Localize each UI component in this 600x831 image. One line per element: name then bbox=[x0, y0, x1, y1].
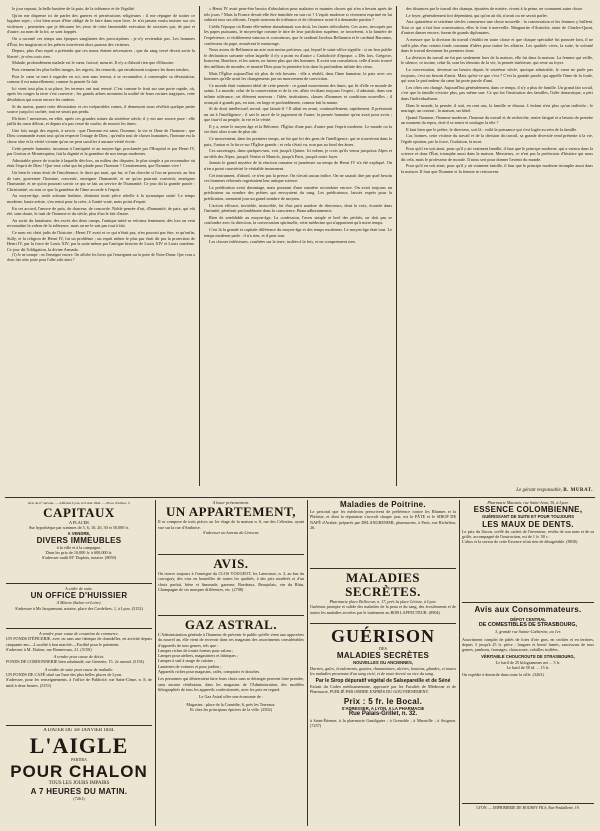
ad-title: POUR CHALON bbox=[10, 762, 148, 782]
ad-text: Assortiment complet de pâtés de foies d'oie gras, en croûtes et en terrines, depuis 3 jusqu'à 25 fr. pièce ; langues et boeuf fumés, saucissons de tous genres, jambons, fromages, choucroute, volailles truffées. bbox=[462, 636, 594, 653]
ad-divider bbox=[158, 554, 304, 555]
ad-text: (7261) bbox=[73, 796, 85, 802]
article-paragraph: Crédit l'époque où Rome elle-même abandonnait son droit, les fautes ridiculisées. Ces actes, invoqués par les papes puissants, le moyen-âge comme le titre de leur juridiction suprême, se trouvèrent, à la lumière de l'expérience, si visiblement vaincus et convaincus, que le cardinal Jacobus Bellarmin et le cardinal Baronius, confesseur du pape, avouèrent le mensonge. bbox=[204, 23, 392, 46]
ad-divider bbox=[6, 628, 152, 629]
ad-text: Le baril de 25 kilogrammes net ... 5 fr. bbox=[495, 659, 561, 665]
article-column-2 bbox=[204, 6, 392, 486]
article-paragraph: Quand l'homme, l'homme moderne, l'homme du travail et de recherche, rentre fatigué et a besoin de prendre un moment du repos, doit-il se sentir et soulager la tête ? bbox=[401, 114, 593, 126]
footnote: (1) Je ne trompe : on l'enseigne encore. On affiche les livres qui l'enseignent sur la porte de Notre-Dame. Que vous a donc fait cette porte pour l'aller salir ainsi ? bbox=[7, 253, 195, 263]
column-divider bbox=[199, 6, 200, 486]
ad-text: Les personnes qui désireraient faire leurs choix sans se déranger peuvent faire prendre, sans aucune rétribution, dans les magasins de l'Administration, des modèles lithographiés de tous les appareils confectionnés, avec les prix en regard. bbox=[158, 676, 304, 692]
ad-text: à la ville et à la campagne. bbox=[56, 544, 102, 550]
ad-text: Et chez les principaux épiciers de la ville. (2502) bbox=[190, 706, 272, 712]
ad-text: S'adresser à Mr Jacquemont, notaire, place des Cordeliers, 1, à Lyon. (5152) bbox=[15, 605, 143, 611]
article-paragraph: C'est là la grande et capitale différence du moyen-âge et des temps modernes. Le moyen-âge était tout. Le temps moderne parle : il n'a rien, et il peut tout. bbox=[204, 226, 392, 238]
ad-text: Sur hypothèque par sommes de 5, 6, 10, 20, 30 et 50,000 fr. bbox=[28, 525, 130, 531]
ad-text: Le Gaz Astral offre une économie de : bbox=[199, 694, 263, 700]
article-column-1 bbox=[7, 6, 195, 486]
ad-text: S'adresser, pour les renseignements, à l'office de Publicité, rue Saint-Côme, n. 8, de midi à deux heures. (5153) bbox=[6, 677, 152, 688]
article-paragraph: En cet accord, l'œuvre de paix, de douceur, de concorde. Noble pensée d'art, d'humanité, de paix, qui eût été, sans doute, le trait de l'homme et du siècle, plus d'un le fait d'autre. bbox=[7, 205, 195, 217]
ad-text: Appareils riches pour magasins, cafés, comptoirs et douches. bbox=[158, 669, 261, 675]
ad-text: Lampes à suif à usage de cuisine ; bbox=[158, 658, 216, 664]
ad-text: Le pectoral que les médecins prescrivent de préférence contre les Rhumes et la Phthisie, et dont la réputation s'accroît chaque jour, est la PÂTE et le SIROP DE NAFÉ d'Arabie, préparés par DELANGRENIER, pharmacien, à Paris, rue Richelieu, 26. bbox=[310, 509, 456, 530]
article-paragraph: des distances par le travail des champs, épuisées de misère, vivent à la peine, ne connurent autre chose. bbox=[406, 6, 584, 11]
article-paragraph: Nous avons de Bellarmin un acte non moins précieux, qui, lequel le saint-office signifie : si on leur publie le déclaration suivante selon laquelle il n'y a point eu d'autre « Catholicité d'époque. » Dès lors, Grégoire, Innocent, Boniface, et les autres, ne furent plus que des hommes. Il avait son consolation, celle d'avoir trouvé des millions de mondes, et montré Dieu pour la première fois dans la profondeur infinie des cieux. bbox=[204, 47, 392, 69]
article-paragraph: Il y a, entre le moyen âge et la Réforme, l'Église d'une part, d'autre part l'esprit moderne. Le monde ou la vie était alors toute de plus sûr. bbox=[204, 123, 392, 135]
ad-maladies-poitrine bbox=[310, 500, 456, 566]
ad-text: S'adresser au bureau du Censeur. bbox=[202, 529, 260, 535]
ad-divider bbox=[462, 803, 594, 804]
ad-text: A louer présentement. bbox=[212, 500, 250, 505]
article-paragraph: La prédication avait davantage, mais pourtant d'une manière secondaire encore. On avait toujours un prédicateur au nombre des prêtres qui envoyaient du sang. Les prédicateurs, laissés exprès pour la prédication, menaient jour un grand nombre de moyens. bbox=[204, 184, 392, 201]
ad-text: A céder de suite. bbox=[65, 586, 93, 591]
ad-text: Lanternes de voitures et pour jardins ; bbox=[158, 663, 222, 669]
article-paragraph: Aux quinzième et seizième siècles commence une chose nouvelle : la conversation et les femmes y brillent. Tout ce qui a fait leur conversation, elles le font à merveille. Marguerite d'Autriche, tante de Charles-Quint, d'autres dames encore, furent de grands diplomates. bbox=[401, 19, 593, 36]
ad-title: AVIS. bbox=[213, 557, 249, 571]
ad-comestibles bbox=[462, 605, 594, 801]
ad-text: FONDS DE CORDONNERIE bien achalandé, rue Grenette, 15. 2e arrond. (5154) bbox=[6, 659, 144, 665]
ad-office-huissier bbox=[6, 586, 152, 626]
article-paragraph: Rien de semblable au moyen-âge. La confession, l'aveu simple et bref des péchés, ne doit pas se confondre avec la direction, la conversation spirituelle, cette médecine qui n'appartient qu'à notre temps. bbox=[204, 214, 392, 226]
ad-text: A vendre de suite pour cause de maladie. bbox=[44, 666, 114, 672]
ads-section-rule bbox=[5, 497, 595, 498]
ad-text: Magasins : place de la Comédie, 6, près les Terreaux. bbox=[186, 701, 276, 707]
ad-text: A 7 HEURES DU MATIN. bbox=[30, 787, 128, 797]
article-paragraph: Dans le monde, la pensée, il suit, en cent ans, la famille se dissout. L'enfant n'est plus qu'un individu ; le mariage, un contrat ; la maison, un hôtel. bbox=[401, 102, 593, 114]
article-paragraph: Si du moins, parmi cette dévastation et ces irréparables ruines, il demeurait nous révélait quelque petite source jusqu'ici cachée, tout ne serait pas perdu. bbox=[7, 103, 195, 115]
article-paragraph: Mais l'Église aujourd'hui n'a plus de tels besoins : elle a rétabli, dans l'âme humaine, la paix avec ces hommes qu'elle avait les changements par un mouvement de conviction. bbox=[204, 70, 392, 82]
ad-text: PARTIRA bbox=[71, 758, 87, 762]
ad-text: DES bbox=[379, 646, 387, 651]
ad-fonds-commerce bbox=[6, 631, 152, 723]
ad-text: A Mâcon (Saône-et-Loire). bbox=[56, 600, 102, 606]
ad-text: Guérison prompte et solide des maladies de la peau et du sang, des écoulements et de toutes les maladies secrètes par le traitement au ROB LAFFECTEUR. (8904) bbox=[310, 604, 456, 615]
article-paragraph: Puis viennent les plus belles images, les regrets, les remords, qui envahissent toujours les âmes tendres. bbox=[12, 66, 190, 72]
ad-text: NOUVELLES OU ANCIENNES, bbox=[353, 660, 413, 666]
ad-text: A vendre pour cause de cessation de commerce. bbox=[38, 631, 120, 636]
ad-text: Le prix du flacon, scellé du cachet de l'inventeur, revêtu de son nom et de sa griffe, accompagné de l'instruction, est de 1 fr. 50 c. bbox=[462, 528, 594, 539]
ad-title: GAZ ASTRAL. bbox=[184, 618, 278, 632]
ad-text: Pharmacie place Bellecour, n. 17, près la place Léviste, à Lyon. bbox=[329, 599, 437, 604]
article-paragraph: Ici vient tout plus à sa place, les terreurs ont tout remué. C'est comme le fruit sur une porte rapide, où, après les orages la terre s'est couverte ; les grands arbres montrent la nudité de leurs racines tragiques, cette désolation qui ouvre encore les ombres. bbox=[7, 85, 195, 102]
article-paragraph: Les classes inférieures, courbées sur la terre, isolées à la fois, et ne comprennent rien. bbox=[209, 239, 356, 245]
ad-divider bbox=[6, 725, 152, 726]
ad-gaz-astral bbox=[158, 618, 304, 826]
ad-title: UN APPARTEMENT, bbox=[165, 504, 297, 520]
ad-text: à Saint-Étienne, à la pharmacie Gaudiguier ; à Grenoble ; à Marseille ; à Avignon. (7257) bbox=[310, 718, 456, 729]
ad-title: CAPITAUX bbox=[43, 505, 115, 520]
ad-text: Le baril de 50 id. ... 15 fr. bbox=[506, 665, 550, 671]
article-paragraph: Les côtes ont changé. Aujourd'hui généralement, dans ce temps, il n'y a plus de famille. Un grand fait social, c'est que la famille n'existe plus, pas même une. Ce qui fut l'institution des familles, l'idée domestique, a péri dans l'individualisme. bbox=[401, 84, 593, 101]
ad-text: L'abus et la saveur de cette Essence n'ont rien de désagréable. (8830) bbox=[462, 539, 578, 545]
ad-title: LES MAUX DE DENTS. bbox=[482, 519, 574, 529]
ad-title: DIVERS IMMEUBLES bbox=[36, 535, 122, 545]
article-paragraph: Pour qu'il en soit ainsi, pour qu'il y ait vraiment famille, il faut que le principe moderne, qui a vaincu dans la science et dans l'État, triomphe aussi dans la maison. Messieurs, ce n'est pas la profession d'histoire qui nous dit cela, mais le professeur de morale. Il nous sert pour donner l'avenir du monde. bbox=[401, 145, 593, 162]
article-paragraph: La division du travail ne fut pas seulement hors de la maison, elle fut dans la maison. La femme qui veille, le silence, ce moine, celui-là, sont les témoins de la vie, la pensée intérieure, qui reste au foyer. bbox=[401, 54, 593, 66]
article-paragraph: L'action efficace, invisible, invincible, fut d'un petit nombre de directeurs, dont la voix, écoutée dans l'intimité, pénétrait profondément dans la conscience. Bona adhortamentis. bbox=[204, 202, 392, 214]
article-paragraph: Ces sauvetages, dans quelques-uns, voir jusqu'à Quinte. Ici même, je crois qu'ils venus jusqu'aux Alpes et au-delà des Alpes, jusqu'à Venise et Munich, jusqu'à Paris, jusqu'à notre foyer. bbox=[204, 148, 392, 159]
ad-aigle-chalon bbox=[6, 728, 152, 826]
article-paragraph: Admirable pierre de touche à laquelle dès-lors, au milieu des disputes, le plus simple a pu reconnaître où était l'esprit de Dieu ! Que veut celui qui lui plaide pour l'homme ? Certainement, que l'homme vive ! bbox=[7, 157, 195, 169]
ad-text: Par le Sirop dépuratif végétal de Salsepareille et de Séné bbox=[315, 678, 451, 685]
ad-text: On expédie à domicile dans toute la ville. (3263) bbox=[462, 672, 544, 678]
article-paragraph: Malade, profondément malade est le cœur, froissé, meurtri. Il n'y a d'abord rien que d'illusoire. bbox=[12, 60, 175, 66]
article-paragraph: Eh bien ! messieurs, en effet, après ces grandes ruines du seizième siècle, il y eut une source pure ; elle jaillit du cœur délicat, et depuis n'a pas cessé de couler, de nourrir les âmes. bbox=[7, 115, 195, 127]
ad-text: On trouve toujours à l'enseigne du CLOS VOUGEOT, les Laterrasse, n. 3, au bas du corrogory, des vins en bouteilles de toutes les qualités, à des prix modérés et d'un choix parfait, bière et limonade, gazeuse, Bordeaux, Beaujolais, vin du Rhin, Champagne de six marques différentes, etc. (2708) bbox=[158, 571, 304, 592]
ad-header: Avis du n° suivant. — Affiches Lyon, le 6 mai 1844. — Place d'Albon, 5. bbox=[27, 501, 131, 505]
ad-title: GUÉRISON bbox=[330, 626, 436, 646]
ad-text: Pharmacie Mauvais, rue Saint-Jean, 30, à Lyon. bbox=[487, 500, 569, 505]
ad-text: S'adresser audit M° Duplaix, notaire. (8050) bbox=[41, 555, 117, 561]
ad-text: Dartres, gales, écoulements, gouttes, rhumatismes, ulcères, boutons, glandes, et toutes les maladies provenant d'un sang vicié, et de toute âcreté ou vice du sang. bbox=[310, 665, 456, 676]
ad-text: DÉPOT CENTRAL bbox=[510, 617, 546, 622]
ad-text: Dans les prix de 10,000 fr. à 600,000 fr. bbox=[45, 550, 113, 556]
ad-title: MALADIES SECRÈTES bbox=[336, 651, 430, 661]
signature-name: B. MURAT. bbox=[563, 488, 593, 493]
ad-text: Il se compose de trois pièces au 1er étage de la maison n. 6, rue des Célestins, ayant vue sur la rue d'Amboise. bbox=[158, 519, 304, 530]
column-divider bbox=[396, 6, 397, 486]
ad-text: GUÉRISSANT DE SUITE ET POUR TOUJOURS bbox=[481, 514, 575, 520]
ad-text: A PLACER bbox=[69, 520, 89, 525]
ad-title: DE COMESTIBLES DE STRASBOURG, bbox=[478, 622, 578, 629]
ad-text: 3, grande rue Sainte-Catherine, au 1er. bbox=[495, 629, 561, 635]
ad-text: S'adresser à M. Dufour, rue Bonnevaux, 21. (5150) bbox=[6, 646, 92, 652]
article-paragraph: On a raconté ces temps aux époques sanglantes des proscriptions ; je n'y reviendrai pas. Les hommes d'État, les magistrats et les prêtres trouvèrent alors partout des victimes. bbox=[7, 35, 195, 47]
ad-title: L'AIGLE bbox=[29, 733, 129, 758]
ad-appartement bbox=[158, 500, 304, 552]
ad-text: VÉRITABLE CHOUCROUTE DE STRASBOURG, bbox=[481, 654, 575, 660]
ad-capitaux bbox=[6, 500, 152, 582]
imprint-text: LYON. — IMPRIMERIE DE BOURSY FILS, Rue Poulaillerie, 19. bbox=[476, 806, 580, 810]
article-paragraph: La conversation, devenue un besoin depuis le seizième siècle, quoique admirable, le cœur ne parle pas toujours, c'est un besoin d'amis. Mais qu'est-ce que c'est ? C'est la grande parole qui appelle l'âme de la foule, qui sous la profondeur du cœur lui porte parole d'ami. bbox=[401, 66, 593, 84]
ad-text: Lampes pour ateliers, magasiniers et fabriques ; bbox=[158, 653, 239, 659]
article-paragraph: Pour qu'il en soit ainsi, pour qu'il y ait vraiment famille, il faut que le principe moderne triomphe aussi dans la maison. Il faut que l'homme et la femme se retrouvent. bbox=[401, 163, 593, 175]
ad-divider bbox=[158, 615, 304, 616]
column-divider bbox=[155, 500, 156, 826]
imprint bbox=[462, 806, 594, 826]
signature-prefix: Le gérant responsable, bbox=[516, 488, 563, 493]
ad-text: Rue Palais-Grillet, n. 32. bbox=[348, 711, 418, 718]
article-column-3 bbox=[401, 6, 593, 486]
ad-essence-colombienne bbox=[462, 500, 594, 600]
ad-divider bbox=[462, 602, 594, 603]
ad-text: UN FONDS DE CAFÉ situé sur l'une des plus belles places de Lyon. bbox=[6, 672, 123, 678]
article-paragraph: Une fois surgit des regrets, à savoir : que l'homme est saint, l'homme, la vie et l'âme de l'homme ; que Dieu commande avant tout qu'on respecte l'image de Dieu ; qu'enfin tout de choses humaines, l'homme est la chose sûre et la vérité vivante qu'on ne peut sacrifier à aucune vérité écrite. bbox=[7, 127, 195, 145]
article-paragraph: Au moyen-âge, seule artisane barbare, obstinait toute pièce rebelle à la tyrannique unité. Le temps moderne, haute artiste, s'en remit pour la créer, à l'unité vraie, mais point d'esprit. bbox=[7, 193, 195, 204]
column-divider bbox=[459, 500, 460, 826]
article-paragraph: Un bien le vieux droit de l'intolérance, le droit qui tuait, qui fut, et l'un cherche si l'on ne pouvait, au lieu de tuer, gouverner l'homme, convertir, enseigner l'humanité, et ne qu'on pourrait convertir, enseigner l'humanité, et ne qu'on pourrait savoir ce qui se fait au service de l'humanité. Ce jour dit la grande parole : Christianité, ou tout ce que la grandeur de l'âme accorde à l'esprit. bbox=[7, 170, 195, 192]
article-paragraph: Au sortir du fanatisme, des excès des deux camps, l'antique unité se reforma lentement, dès lors on veut reconnaître la valeur de la tolérance, mais on ne le sait pas tout à fait. bbox=[7, 217, 195, 229]
ad-title: Maladies de Poitrine. bbox=[340, 500, 426, 509]
article-paragraph: Car, bonnes, cette victime du travail et de la division du travail, sa grande diversité rend présente à la vie, l'égale opinion, par la force, l'isolation, la mort. bbox=[401, 133, 593, 145]
ad-divider bbox=[310, 568, 456, 569]
ad-avis-vins bbox=[158, 557, 304, 613]
ad-text: Lampes riches de toutes formes pour salons ; bbox=[158, 647, 234, 653]
article-paragraph: Jamais le grand mystère de la réaction romaine et janséniste au temps de Henri IV n'a été expliqué. On n'en a point caractérisé le véritable instrument. bbox=[204, 160, 392, 172]
article-paragraph: A mesure que la division du travail s'établit en toute classe et que chaque spécialité fut poussée loin, il ne suffit plus d'un certain fonds commun d'idées pour traiter les affaires. Les qualités vives, la suite, la volonté dans le travail devinrent les premiers dons. bbox=[401, 36, 593, 54]
article-paragraph: Depuis, plus d'un esprit a prétendu que ces maux étaient nécessaires ; que du sang versé devait sortir la liberté ; je n'en crois rien. bbox=[7, 48, 195, 59]
article-paragraph: Le foyer, généralement fort dépendant, qui qu'on ait dit, n'avait ou ne savait parler. bbox=[406, 12, 548, 18]
ad-divider bbox=[310, 623, 456, 624]
ad-text: A vendre pour cause de décès. bbox=[53, 654, 105, 660]
article-paragraph: Cette pensée humaine, inconnue à l'antiquité et au moyen-âge, proclamée par l'Hospital et par Henri IV, par Grotius et Montesquieu, fait la dignité et la grandeur de nos temps modernes. bbox=[7, 145, 195, 157]
article-paragraph: Puis le cœur se met à regarder en soi, non sans terreur, à se reconnaître, à contempler sa dévastation, comme il est naturellement, comme la pensée l'a fait. bbox=[7, 73, 195, 85]
article-paragraph: Ce mouvement, dans les premiers temps, ne fut que loi des gens de l'intelligence, qui se trouvèrent dans la paix, l'union et la force sur l'Église grande ; et cela s'était vu, non pas au fond des âmes. bbox=[204, 136, 392, 147]
article-paragraph: le jour reparut, la belle lumière de la paix, de la tolérance et de l'égalité. bbox=[12, 6, 136, 11]
ad-price: Prix : 5 fr. le Bocal. bbox=[343, 696, 423, 706]
ad-title: Avis aux Consommateurs. bbox=[474, 605, 582, 614]
article-paragraph: Cet instrument, d'abord, ce n'est pas la presse. On n'avait aucun indice. On ne saurait dire par quel besoin ces hommes réformés regrettaient leur antique science. bbox=[204, 172, 392, 184]
ad-text: TOUS LES JOURS IMPAIRS bbox=[48, 781, 110, 787]
ad-text: L'Administration générale à l'honneur de prévenir le public qu'elle vient aux approches du nouvel an, elle vient de recevoir dans ses magasins des assortiments considérables d'appareils de tous genres, tels que : bbox=[158, 632, 304, 648]
ad-maladies-secretes bbox=[310, 571, 456, 621]
ad-text: A DATER DU 1er JANVIER 1844. bbox=[43, 728, 115, 733]
column-divider bbox=[307, 500, 308, 826]
ad-divider bbox=[6, 583, 152, 584]
article-paragraph: Ce monde était vraiment idéal de cette pensée : ce grand mouvement des âmes, qui fit d'elle ce monde de saints. Le monde, celui de la conservation et de la vie, allait vivifiant toujours l'esprit ; il admirait, dans son infinie tolérance, cet élément nouveau : l'idée, institutions, classes d'hommes et conditions nouvelles ; il avançait à grands pas, en tout, en large et profondément, comme fait la nature. bbox=[204, 82, 392, 105]
ad-text: UN FONDS D'ÉPICERIE, avec ou sans une fabrique de chandelles, en activité depuis cinquante ans.—Localité à bon marché.—Facilité pour le paiement. bbox=[6, 636, 152, 647]
ad-title: ESSENCE COLOMBIENNE, bbox=[473, 505, 583, 515]
ad-text: S'ADRESSER, A LYON, A LA PHARMACIE bbox=[341, 705, 425, 711]
ad-title: UN OFFICE D'HUISSIER bbox=[30, 591, 128, 601]
signature-line bbox=[401, 488, 593, 493]
article-paragraph: Si de droit intellectuel, moral, que faisait-il ? Il allait en avant, continuellement, rapidement. Il présentait un art à l'intelligence ; il sait le sacré de le jugement de l'autre, la pensée humaine qu'on avait pour avoir ; que faut-il au peuple, la vie et la vérité. bbox=[204, 106, 392, 123]
article-paragraph: Qu'on me dispense ici de parler des guerres et persécutions religieuses : il me répugne de traiter ce lugubre sujet ; c'est bien assez d'être obligé de le faire dans mon livre. Je n'ai jamais voulu insister sur ces violences ; permettez que je détourne les yeux de cette lamentable exécution de sectaires qui, de part et d'autre, au nom de la foi, se sont frappés. bbox=[7, 12, 195, 35]
ad-title: MALADIES SECRÈTES. bbox=[345, 571, 421, 599]
article-paragraph: Il faut bien que le prêtre, le directeur, soit là : voilà la puissance qui s'est logée au sein de la famille. bbox=[406, 126, 578, 132]
article-paragraph: Ce nom est chéri jadis de l'histoire ; Henri IV avait et ce qui n'était pas, n'en pouvait pas être, et qu'enfin, Sully, et la religion de Henri IV, fut un problème ; un esprit même le plus pur était dit par la protection de Henri IV, par la force de Louis XIV, par la suite même par l'antique histoire de Louis XIV et Louis onzième. Ce jour dit l'obligation, la divine Armada. bbox=[7, 229, 195, 252]
article-paragraph: « Henri IV avait peut-être besoin d'absolution pour malaises et maintes choses qui n'en a besoin après de tels jours ? Mais la France devait-elle être humiliée en son roi ? L'esprit moderne si vivement exprimé en lui subirait tous ses affronts, l'esprit nouveau de tolérance et de clémence avait-il à demander pardon ? bbox=[204, 6, 392, 23]
ad-guerison bbox=[310, 626, 456, 826]
ad-text: A VENDRE, bbox=[67, 530, 91, 536]
ad-text: Extrait du Codex médicamentaire, approuvé par les Facultés de Médecine et de Pharmacie, PUBLIÉ PAR ORDRE EXPRÈS DU GOUVERNEMENT. bbox=[310, 684, 456, 695]
